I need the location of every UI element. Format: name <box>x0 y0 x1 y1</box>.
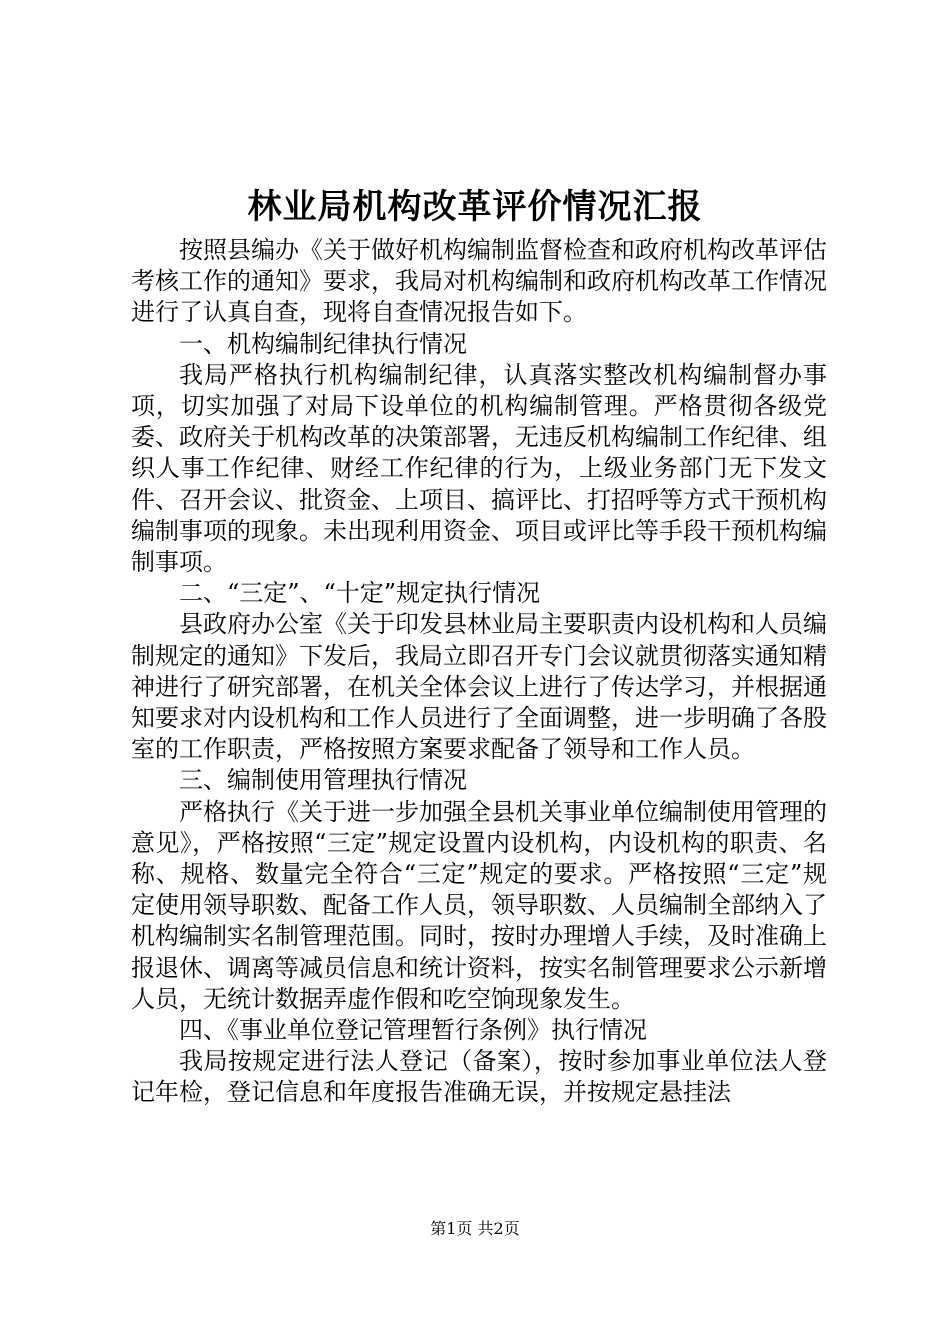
section-heading-3: 三、编制使用管理执行情况 <box>179 766 467 795</box>
intro-paragraph: 按照县编办《关于做好机构编制监督检查和政府机构改革评估考核工作的通知》要求，我局对机构编制和政府机构改革工作情况进行了认真自查，现将自查情况报告如下。 <box>131 236 827 327</box>
section-paragraph-3: 严格执行《关于进一步加强全县机关事业单位编制使用管理的意见》，严格按照“三定”规定设置内设机构，内设机构的职责、名称、规格、数量完全符合“三定”规定的要求。严格按照“三定”规定使用领导职数、配备工作人员，领导职数、人员编制全部纳入了机构编制实名制管理范围。同时，按时办理增人手续，及时准确上报退休、调离等减员信息和统计资料，按实名制管理要求公示新增人员，无统计数据弄虚作假和吃空饷现象发生。 <box>131 797 827 1013</box>
section-heading-2: 二、“三定”、“十定”规定执行情况 <box>179 579 541 608</box>
section-heading-4: 四、《事业单位登记管理暂行条例》执行情况 <box>179 1016 647 1045</box>
section-paragraph-4: 我局按规定进行法人登记（备案），按时参加事业单位法人登记年检，登记信息和年度报告准确无误，并按规定悬挂法 <box>131 1047 827 1107</box>
section-paragraph-2: 县政府办公室《关于印发县林业局主要职责内设机构和人员编制规定的通知》下发后，我局立即召开专门会议就贯彻落实通知精神进行了研究部署，在机关全体会议上进行了传达学习，并根据通知要求对内设机构和工作人员进行了全面调整，进一步明确了各股室的工作职责，严格按照方案要求配备了领导和工作人员。 <box>131 610 827 764</box>
page-number-footer: 第1页 共2页 <box>430 1219 520 1238</box>
document-title: 林业局机构改革评价情况汇报 <box>247 187 703 227</box>
section-paragraph-1: 我局严格执行机构编制纪律，认真落实整改机构编制督办事项，切实加强了对局下设单位的机构编制管理。严格贯彻各级党委、政府关于机构改革的决策部署，无违反机构编制工作纪律、组织人事工作纪律、财经工作纪律的行为，上级业务部门无下发文件、召开会议、批资金、上项目、搞评比、打招呼等方式干预机构编制事项的现象。未出现利用资金、项目或评比等手段干预机构编制事项。 <box>131 360 827 577</box>
document-body <box>131 235 827 1109</box>
section-heading-1: 一、机构编制纪律执行情况 <box>179 329 467 358</box>
